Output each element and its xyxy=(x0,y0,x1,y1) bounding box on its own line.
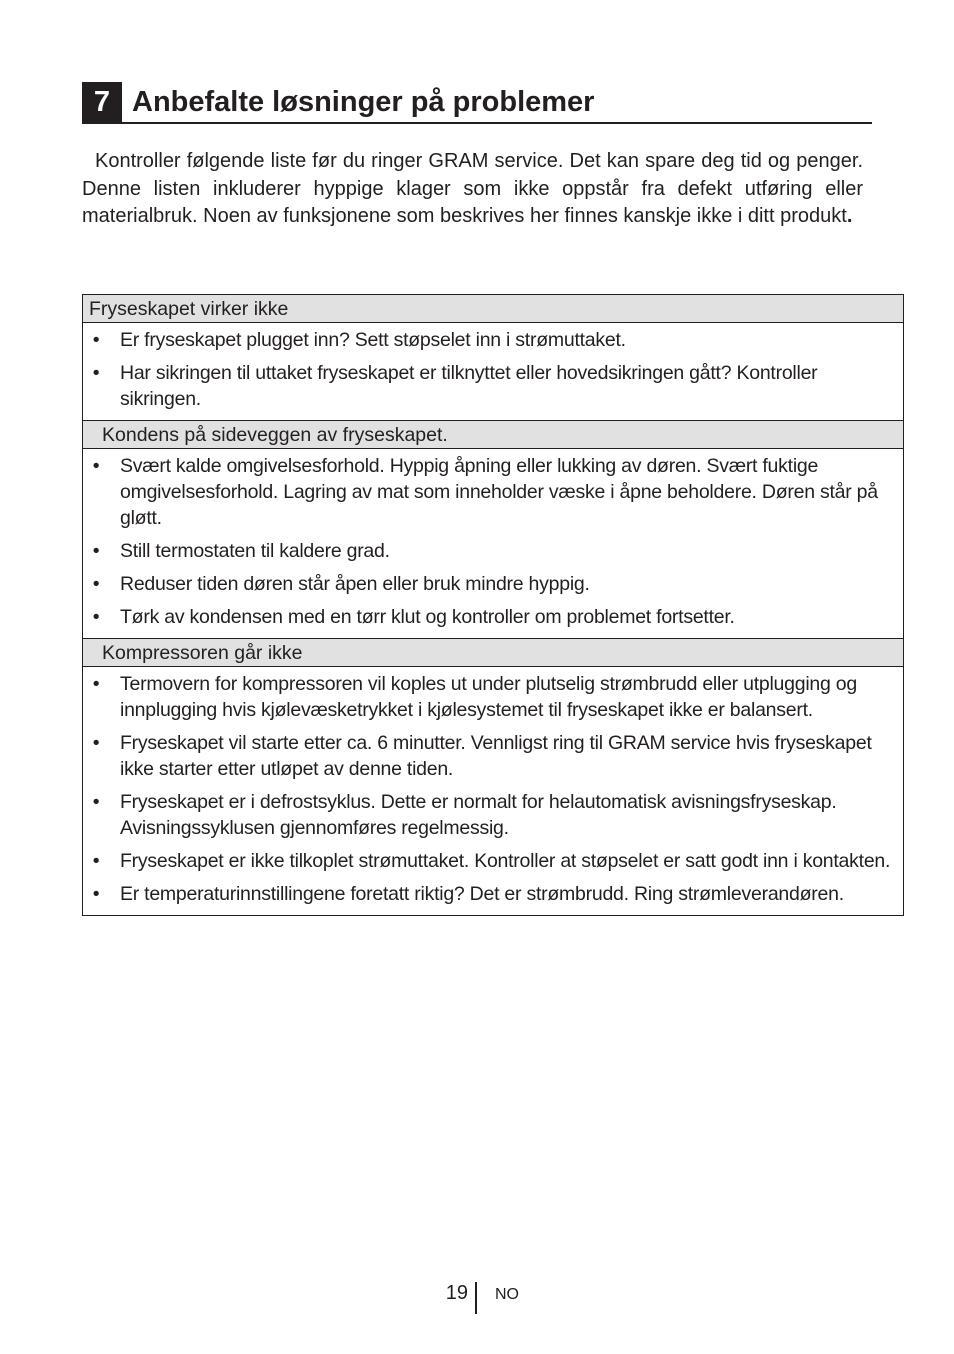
item-text: Er temperaturinnstillingene foretatt riktig? Det er strømbrudd. Ring strømleverandøren. xyxy=(120,883,844,905)
item-text: Fryseskapet er i defrostsyklus. Dette er normalt for helautomatisk avisningsfryseskap. Avisningssyklusen gjennomføres regelmessig. xyxy=(120,791,837,839)
bullet-icon: • xyxy=(92,455,100,477)
intro-paragraph xyxy=(82,148,863,231)
bullet-icon: • xyxy=(92,540,100,562)
section-header-condensation: Kondens på sideveggen av fryseskapet. xyxy=(83,421,903,449)
item-text: Fryseskapet er ikke tilkoplet strømuttaket. Kontroller at støpselet er satt godt inn i kontakten. xyxy=(120,850,891,872)
list-item xyxy=(83,604,903,630)
section-header-compressor: Kompressoren går ikke xyxy=(83,639,903,667)
section-items-freezer-not-working xyxy=(83,323,903,421)
bullet-icon: • xyxy=(92,573,100,595)
page-title: Anbefalte løsninger på problemer xyxy=(132,86,595,118)
list-item xyxy=(83,453,903,531)
section-items-condensation xyxy=(83,449,903,639)
item-text: Er fryseskapet plugget inn? Sett støpselet inn i strømuttaket. xyxy=(120,329,626,351)
list-item xyxy=(83,671,903,723)
bullet-icon: • xyxy=(92,732,100,754)
bullet-icon: • xyxy=(92,606,100,628)
item-text: Tørk av kondensen med en tørr klut og kontroller om problemet fortsetter. xyxy=(120,606,735,628)
page-footer xyxy=(0,1280,954,1316)
list-item xyxy=(83,571,903,597)
list-item xyxy=(83,848,903,874)
item-text: Termovern for kompressoren vil koples ut under plutselig strømbrudd eller utplugging og innplugging hvis kjølevæsketrykket i kjølesystemet til fryseskapet ikke er balansert. xyxy=(120,673,857,721)
bullet-icon: • xyxy=(92,673,100,695)
bullet-icon: • xyxy=(92,791,100,813)
item-text: Svært kalde omgivelsesforhold. Hyppig åpning eller lukking av døren. Svært fuktige omgivelsesforhold. Lagring av mat som inneholder væske i åpne beholdere. Døren står på gløtt. xyxy=(120,455,878,529)
list-item xyxy=(83,730,903,782)
list-item xyxy=(83,789,903,841)
item-text: Har sikringen til uttaket fryseskapet er tilknyttet eller hovedsikringen gått? Kontroller sikringen. xyxy=(120,362,818,410)
section-heading xyxy=(82,82,872,124)
language-code: NO xyxy=(495,1286,519,1303)
list-item xyxy=(83,538,903,564)
bullet-icon: • xyxy=(92,883,100,905)
section-header-freezer-not-working: Fryseskapet virker ikke xyxy=(83,295,903,323)
list-item xyxy=(83,327,903,353)
item-text: Still termostaten til kaldere grad. xyxy=(120,540,390,562)
troubleshooting-table xyxy=(82,294,904,916)
section-number-badge: 7 xyxy=(82,82,122,122)
list-item xyxy=(83,881,903,907)
footer-divider xyxy=(475,1282,477,1314)
item-text: Reduser tiden døren står åpen eller bruk mindre hyppig. xyxy=(120,573,590,595)
intro-end-mark: . xyxy=(846,205,853,227)
list-item xyxy=(83,360,903,412)
section-items-compressor xyxy=(83,667,903,915)
intro-text: Kontroller følgende liste før du ringer GRAM service. Det kan spare deg tid og penger. Denne listen inkluderer hyppige klager som ikke oppstår fra defekt utføring eller materialbruk. Noen av funksjonene som beskrives her finnes kanskje ikke i ditt produkt xyxy=(82,150,863,227)
bullet-icon: • xyxy=(92,362,100,384)
page-number: 19 xyxy=(445,1282,468,1304)
bullet-icon: • xyxy=(92,850,100,872)
item-text: Fryseskapet vil starte etter ca. 6 minutter. Vennligst ring til GRAM service hvis fryseskapet ikke starter etter utløpet av denne tiden. xyxy=(120,732,872,780)
bullet-icon: • xyxy=(92,329,100,351)
